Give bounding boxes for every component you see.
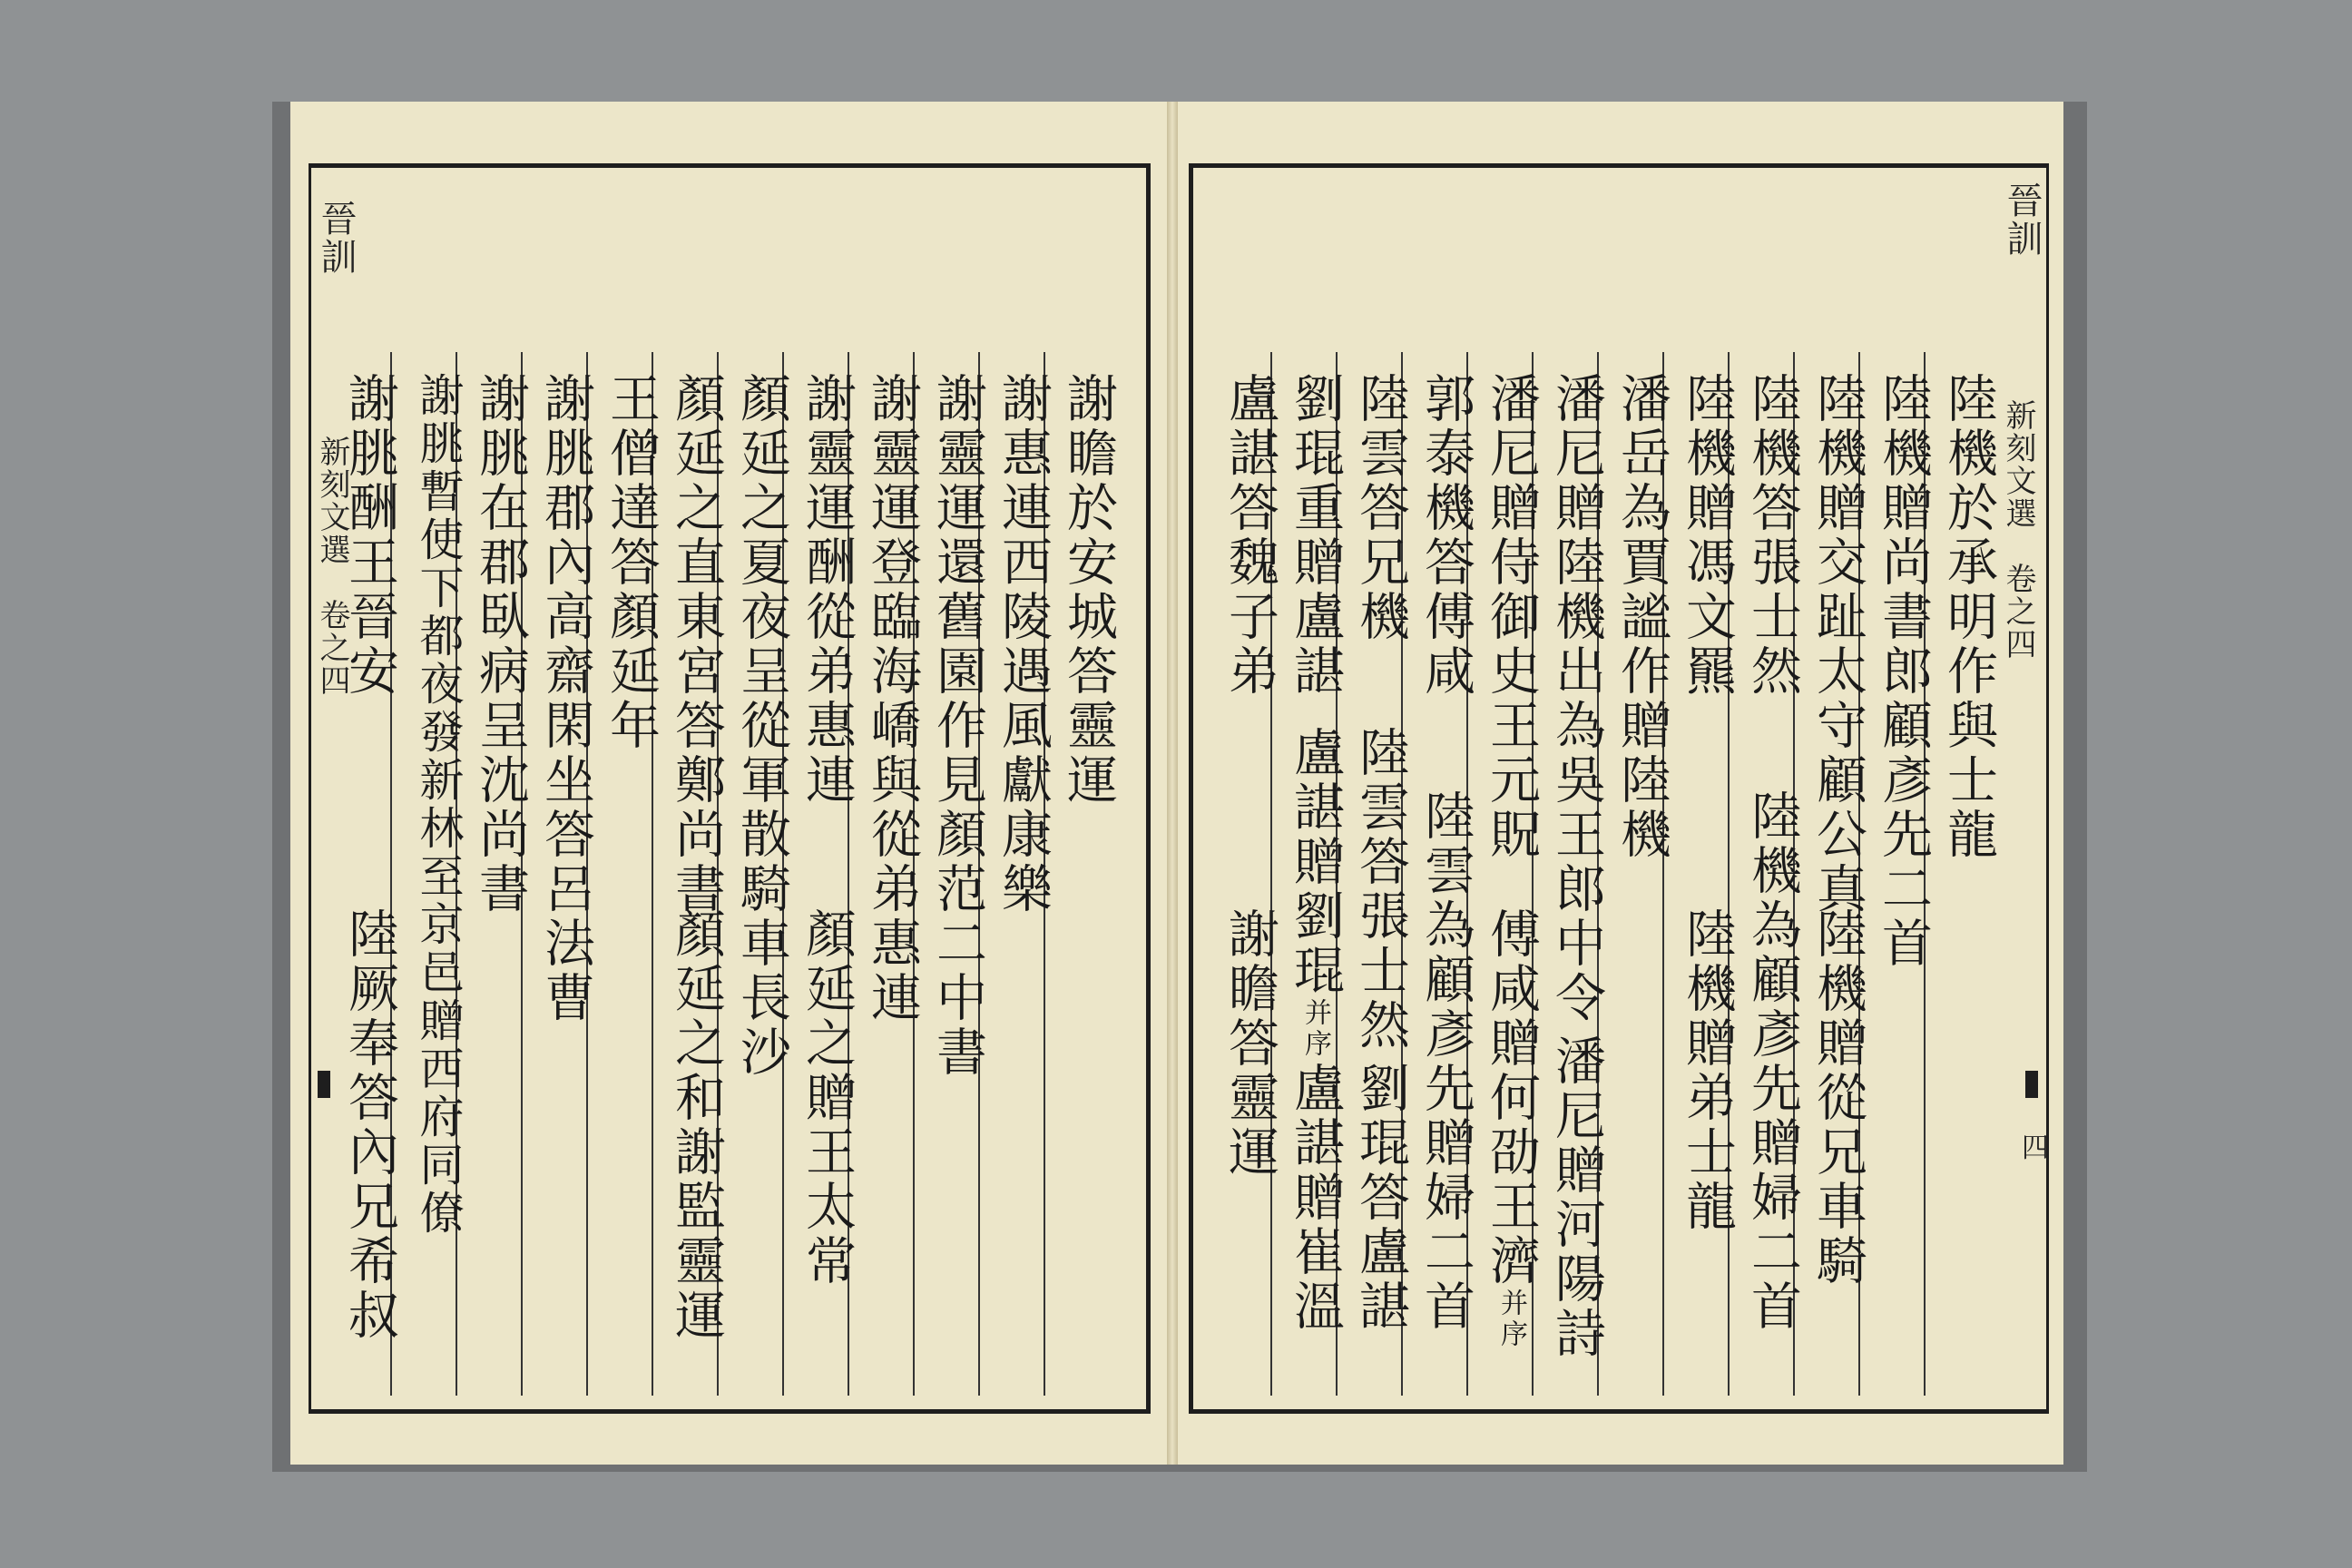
poem-title: 盧諶贈崔溫 bbox=[1286, 1062, 1345, 1334]
text-column bbox=[1610, 372, 1673, 862]
text-column bbox=[468, 372, 532, 916]
annotation-note: 并序 bbox=[1495, 1289, 1527, 1350]
text-column bbox=[1056, 372, 1120, 808]
text-column-lower bbox=[1544, 1034, 1608, 1361]
poem-title: 郭泰機答傅咸 bbox=[1416, 372, 1475, 699]
poem-title: 謝朓在郡臥病呈沈尚書 bbox=[471, 372, 530, 916]
text-column-lower bbox=[1740, 789, 1804, 1334]
text-column-lower bbox=[338, 907, 401, 1343]
text-column bbox=[1936, 372, 2000, 862]
poem-title: 陸機贈馮文羆 bbox=[1678, 372, 1737, 699]
text-column-lower bbox=[1479, 907, 1543, 1350]
text-column-lower bbox=[1675, 907, 1739, 1234]
poem-title: 陸厥奉答內兄希叔 bbox=[340, 907, 399, 1343]
poem-title: 劉琨重贈盧諶 bbox=[1286, 372, 1345, 699]
page-number: 四 bbox=[2022, 1132, 2049, 1164]
poem-title: 顏延之夏夜呈從軍散騎車長沙 bbox=[732, 372, 791, 1080]
text-column-lower bbox=[795, 907, 858, 1289]
poem-title: 陸機贈弟士龍 bbox=[1678, 907, 1737, 1234]
text-column bbox=[1740, 372, 1804, 699]
poem-title: 謝朓暫使下都夜發新林至京邑贈西府同僚 bbox=[413, 372, 465, 1238]
text-column bbox=[1414, 372, 1477, 699]
poem-title: 謝靈運酬從弟惠連 bbox=[798, 372, 857, 808]
text-column bbox=[534, 372, 597, 1025]
poem-title: 謝瞻答靈運 bbox=[1220, 907, 1279, 1180]
text-column-lower bbox=[664, 907, 728, 1343]
text-column-middle bbox=[1348, 726, 1412, 1053]
poem-title: 陸機為顧彥先贈婦二首 bbox=[1743, 789, 1802, 1334]
right-margin-subtitle: 新刻文選 bbox=[2000, 399, 2036, 530]
text-column bbox=[1218, 372, 1281, 699]
text-column-middle bbox=[1283, 726, 1347, 1060]
text-column bbox=[599, 372, 662, 753]
annotation-note: 并序 bbox=[1299, 998, 1331, 1060]
poem-title: 陸機於承明作與士龍 bbox=[1939, 372, 1998, 862]
poem-title: 陸雲答張士然 bbox=[1351, 726, 1410, 1053]
text-column bbox=[664, 372, 728, 916]
left-margin-title: 晉訓 bbox=[315, 200, 357, 276]
poem-title: 盧諶贈劉琨 bbox=[1286, 726, 1345, 998]
poem-title: 陸機贈交趾太守顧公真 bbox=[1808, 372, 1867, 916]
right-margin-volume: 卷之四 bbox=[2000, 563, 2036, 661]
poem-title: 潘尼贈侍御史王元貺 bbox=[1482, 372, 1541, 862]
text-column bbox=[1479, 372, 1543, 862]
poem-title: 潘尼贈河陽詩 bbox=[1547, 1034, 1606, 1361]
left-margin-volume: 卷之四 bbox=[314, 599, 350, 697]
right-fish-tail-mark bbox=[2025, 1071, 2038, 1098]
poem-title: 謝朓酬王晉安 bbox=[340, 372, 399, 699]
right-margin-title: 晉訓 bbox=[2001, 181, 2043, 258]
text-column bbox=[1806, 372, 1869, 916]
poem-title: 謝靈運還舊園作見顏范二中書 bbox=[928, 372, 987, 1080]
text-column bbox=[1544, 372, 1608, 1025]
poem-title: 謝朓郡內高齋閑坐答呂法曹 bbox=[536, 372, 595, 1025]
text-column-lower bbox=[1283, 1062, 1347, 1334]
poem-title: 顏延之贈王太常 bbox=[798, 907, 857, 1289]
poem-title: 謝惠連西陵遇風獻康樂 bbox=[994, 372, 1053, 916]
poem-title: 陸機答張士然 bbox=[1743, 372, 1802, 699]
poem-title: 陸雲答兄機 bbox=[1351, 372, 1410, 644]
text-column bbox=[795, 372, 858, 808]
text-column bbox=[730, 372, 793, 1080]
poem-title: 謝靈運登臨海嶠與從弟惠連 bbox=[863, 372, 922, 1025]
text-column bbox=[860, 372, 924, 1025]
poem-title: 陸機贈從兄車騎 bbox=[1808, 907, 1867, 1289]
left-margin-subtitle: 新刻文選 bbox=[314, 436, 350, 566]
poem-title: 王僧達答顏延年 bbox=[602, 372, 661, 753]
poem-title: 陸機贈尚書郎顧彥先二首 bbox=[1874, 372, 1933, 971]
poem-title: 顏延之和謝監靈運 bbox=[667, 907, 726, 1343]
poem-title: 陸雲為顧彥先贈婦二首 bbox=[1416, 789, 1475, 1334]
left-fish-tail-mark bbox=[318, 1071, 330, 1098]
text-column bbox=[991, 372, 1054, 916]
text-column-lower bbox=[1218, 907, 1281, 1180]
text-column-lower bbox=[1348, 1062, 1412, 1334]
text-column-lower bbox=[1806, 907, 1869, 1289]
text-column-lower bbox=[1414, 789, 1477, 1334]
text-column bbox=[1348, 372, 1412, 644]
poem-title: 盧諶答魏子弟 bbox=[1220, 372, 1279, 699]
poem-title: 傅咸贈何劭王濟 bbox=[1482, 907, 1541, 1289]
poem-title: 潘岳為賈謐作贈陸機 bbox=[1612, 372, 1671, 862]
text-column bbox=[338, 372, 401, 699]
poem-title: 顏延之直東宮答鄭尚書 bbox=[667, 372, 726, 916]
book-spine bbox=[1167, 102, 1178, 1465]
poem-title: 潘尼贈陸機出為吳王郎中令 bbox=[1547, 372, 1606, 1025]
text-column bbox=[1283, 372, 1347, 699]
poem-title: 劉琨答盧諶 bbox=[1351, 1062, 1410, 1334]
poem-title: 謝瞻於安城答靈運 bbox=[1059, 372, 1118, 808]
text-column bbox=[1675, 372, 1739, 699]
text-column bbox=[1871, 372, 1935, 971]
text-column bbox=[403, 372, 466, 1238]
text-column bbox=[926, 372, 989, 1080]
